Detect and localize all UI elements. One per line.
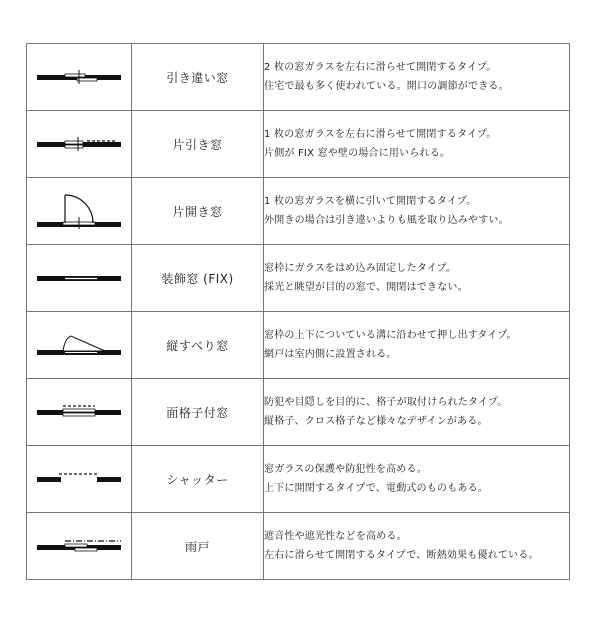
symbol-cell bbox=[27, 111, 132, 178]
table-row bbox=[27, 513, 570, 580]
symbol-cell bbox=[27, 178, 132, 245]
symbol-cell bbox=[27, 44, 132, 111]
symbol-cell bbox=[27, 245, 132, 312]
window-type-description bbox=[264, 513, 570, 580]
table-row bbox=[27, 379, 570, 446]
window-type-description bbox=[264, 312, 570, 379]
window-type-name: 引き違い窓 bbox=[132, 44, 264, 111]
sliding-window-symbol-icon bbox=[35, 67, 123, 87]
window-type-description bbox=[264, 111, 570, 178]
symbol-cell bbox=[27, 446, 132, 513]
description-line: 1 枚の窓ガラスを横に引いて開閉するタイプ。 bbox=[264, 196, 477, 207]
description-line: 外開きの場合は引き違いよりも風を取り込みやすい。 bbox=[264, 215, 509, 226]
description-line: 2 枚の窓ガラスを左右に滑らせて開閉するタイプ。 bbox=[264, 62, 497, 73]
description-line: 窓枠にガラスをはめ込み固定したタイプ。 bbox=[264, 263, 457, 274]
table-row bbox=[27, 245, 570, 312]
description-line: 左右に滑らせて開閉するタイプで、断熱効果も優れている。 bbox=[264, 550, 539, 561]
description-line: 遮音性や遮光性などを高める。 bbox=[264, 531, 407, 542]
description-line: 縦格子、クロス格子など様々なデザインがある。 bbox=[264, 416, 488, 427]
window-type-description bbox=[264, 446, 570, 513]
window-type-name: 装飾窓 (FIX) bbox=[132, 245, 264, 312]
grille-window-symbol-icon bbox=[35, 402, 123, 422]
shutter-symbol-icon bbox=[35, 469, 123, 489]
window-type-name: シャッター bbox=[132, 446, 264, 513]
description-line: 住宅で最も多く使われている。開口の調節ができる。 bbox=[264, 81, 509, 92]
description-line: 網戸は室内側に設置される。 bbox=[264, 349, 397, 360]
symbol-cell bbox=[27, 379, 132, 446]
window-type-description bbox=[264, 379, 570, 446]
window-type-name: 縦すべり窓 bbox=[132, 312, 264, 379]
window-symbol-table bbox=[26, 43, 570, 580]
table-row bbox=[27, 178, 570, 245]
casement-window-symbol-icon bbox=[35, 189, 123, 233]
storm-shutter-symbol-icon bbox=[35, 536, 123, 556]
single-sliding-window-symbol-icon bbox=[35, 134, 123, 154]
window-type-description bbox=[264, 178, 570, 245]
window-type-name: 片開き窓 bbox=[132, 178, 264, 245]
table-row bbox=[27, 111, 570, 178]
window-type-name: 雨戸 bbox=[132, 513, 264, 580]
description-line: 窓ガラスの保護や防犯性を高める。 bbox=[264, 464, 427, 475]
window-type-name: 片引き窓 bbox=[132, 111, 264, 178]
window-type-description bbox=[264, 245, 570, 312]
projected-window-symbol-icon bbox=[35, 330, 123, 360]
window-type-name: 面格子付窓 bbox=[132, 379, 264, 446]
description-line: 1 枚の窓ガラスを左右に滑らせて開閉するタイプ。 bbox=[264, 129, 497, 140]
table-row bbox=[27, 44, 570, 111]
window-type-description bbox=[264, 44, 570, 111]
table-row bbox=[27, 312, 570, 379]
symbol-cell bbox=[27, 312, 132, 379]
symbol-cell bbox=[27, 513, 132, 580]
fixed-window-symbol-icon bbox=[35, 268, 123, 288]
description-line: 防犯や目隠しを目的に、格子が取付けられたタイプ。 bbox=[264, 397, 508, 408]
description-line: 上下に開閉するタイプで、電動式のものもある。 bbox=[264, 483, 488, 494]
description-line: 片側が FIX 窓や壁の場合に用いられる。 bbox=[264, 148, 451, 159]
description-line: 採光と眺望が目的の窓で、開閉はできない。 bbox=[264, 282, 468, 293]
description-line: 窓枠の上下についている溝に沿わせて押し出すタイプ。 bbox=[264, 330, 517, 341]
table-row bbox=[27, 446, 570, 513]
